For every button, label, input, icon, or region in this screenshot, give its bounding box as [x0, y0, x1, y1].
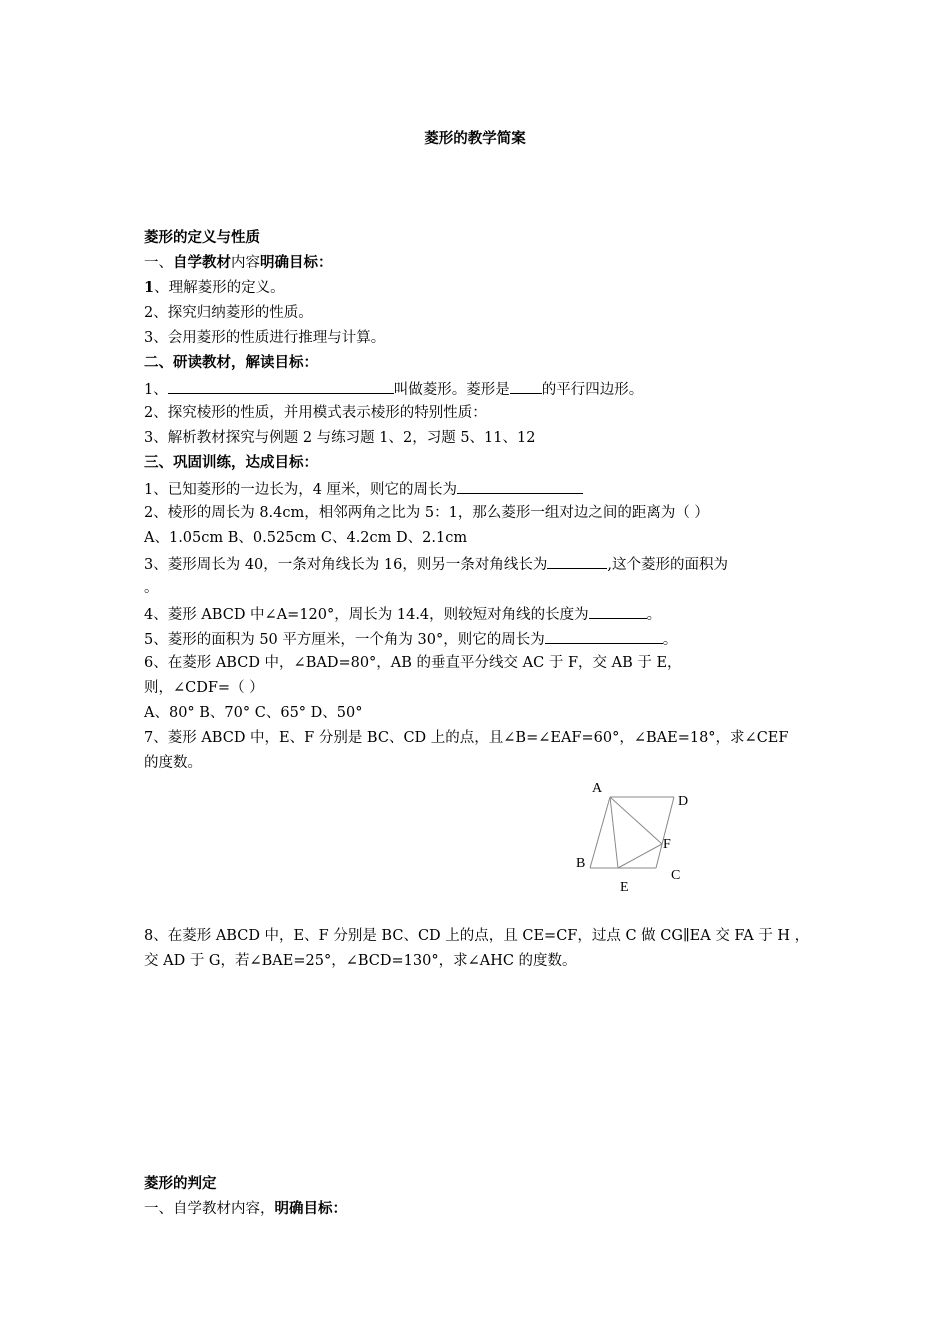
question-5-end: 。	[662, 632, 678, 648]
read-item-1	[144, 378, 643, 400]
practice-heading: 三、巩固训练，达成目标：	[144, 455, 318, 471]
question-6-b: 则，∠CDF=（ ）	[144, 680, 264, 696]
segment-ef	[618, 844, 662, 868]
rhombus-figure	[574, 776, 704, 896]
goal-1-text: 、理解菱形的定义。	[154, 280, 285, 296]
question-4	[144, 603, 661, 625]
section-heading-definition: 菱形的定义与性质	[144, 230, 260, 246]
question-5-text: 5、菱形的面积为 50 平方厘米，一个角为 30°，则它的周长为	[144, 632, 545, 648]
label-a: A	[592, 781, 603, 796]
question-8: 8、在菱形 ABCD 中，E、F 分别是 BC、CD 上的点，且 CE=CF，过点 C 做 CG∥EA 交 FA 于 H ，	[144, 928, 810, 944]
read-item-3: 3、解析教材探究与例题 2 与练习题 1、2，习题 5、11、12	[144, 430, 536, 446]
document-title: 菱形的教学简案	[424, 131, 526, 147]
section-heading-determination: 菱形的判定	[144, 1176, 217, 1192]
label-c: C	[671, 868, 681, 883]
question-2: 2、棱形的周长为 8.4cm，相邻两角之比为 5：1，那么菱形一组对边之间的距离为（ ）	[144, 505, 709, 521]
section2-goals-bold: 明确目标：	[274, 1201, 347, 1217]
fill-blank-q1	[457, 478, 583, 494]
edge-dc	[656, 797, 674, 868]
question-6-options: A、80° B、70° C、65° D、50°	[144, 705, 363, 721]
section2-goals-heading	[144, 1199, 347, 1219]
question-4-text: 4、菱形 ABCD 中∠A=120°，周长为 14.4，则较短对角线的长度为	[144, 607, 589, 623]
goal-1	[144, 278, 285, 298]
goal-2: 2、探究归纳菱形的性质。	[144, 305, 313, 321]
goal-1-number: 1	[144, 279, 155, 296]
question-1	[144, 478, 583, 500]
question-3	[144, 553, 728, 575]
label-b: B	[576, 856, 586, 871]
fill-blank-q5	[545, 628, 663, 644]
question-3-text-b: ,这个菱形的面积为	[607, 557, 728, 573]
question-8-b: 交 AD 于 G，若∠BAE=25°，∠BCD=130°，求∠AHC 的度数。	[144, 953, 577, 969]
question-2-options: A、1.05cm B、0.525cm C、4.2cm D、2.1cm	[144, 530, 468, 546]
label-d: D	[678, 794, 689, 809]
question-6: 6、在菱形 ABCD 中，∠BAD=80°，AB 的垂直平分线交 AC 于 F，交 AB 于 E，	[144, 655, 682, 671]
label-e: E	[620, 880, 629, 895]
fill-blank-q3	[547, 553, 607, 569]
read-item-2: 2、探究棱形的性质，并用模式表示棱形的特别性质：	[144, 405, 487, 421]
read-item-1-mid: 叫做菱形。菱形是	[393, 382, 510, 398]
read-item-1-end: 的平行四边形。	[541, 382, 644, 398]
segment-ae	[610, 797, 618, 868]
fill-blank-property	[510, 378, 542, 394]
fill-blank-definition	[168, 378, 394, 394]
goals-heading-normal: 内容	[231, 255, 260, 271]
question-4-end: 。	[646, 607, 662, 623]
question-3-end: 。	[144, 580, 159, 596]
question-3-text: 3、菱形周长为 40，一条对角线长为 16，则另一条对角线长为	[144, 557, 548, 573]
question-5	[144, 628, 677, 650]
segment-af	[610, 797, 662, 844]
goals-heading-bold2: 明确目标：	[260, 255, 333, 271]
goals-heading-num: 一、	[144, 255, 173, 271]
edge-ba	[590, 797, 610, 868]
read-item-1-num: 1、	[144, 382, 168, 398]
label-f: F	[663, 837, 671, 852]
read-heading: 二、研读教材，解读目标：	[144, 355, 318, 371]
fill-blank-q4	[589, 603, 647, 619]
goals-heading	[144, 253, 333, 273]
question-1-text: 1、已知菱形的一边长为，4 厘米，则它的周长为	[144, 482, 458, 498]
section2-goals-normal: 一、自学教材内容，	[144, 1201, 275, 1217]
goals-heading-bold1: 自学教材	[173, 255, 231, 271]
question-7-b: 的度数。	[144, 755, 202, 771]
question-7: 7、菱形 ABCD 中，E、F 分别是 BC、CD 上的点，且∠B=∠EAF=60°，∠BAE=18°，求∠CEF	[144, 730, 789, 746]
goal-3: 3、会用菱形的性质进行推理与计算。	[144, 330, 386, 346]
